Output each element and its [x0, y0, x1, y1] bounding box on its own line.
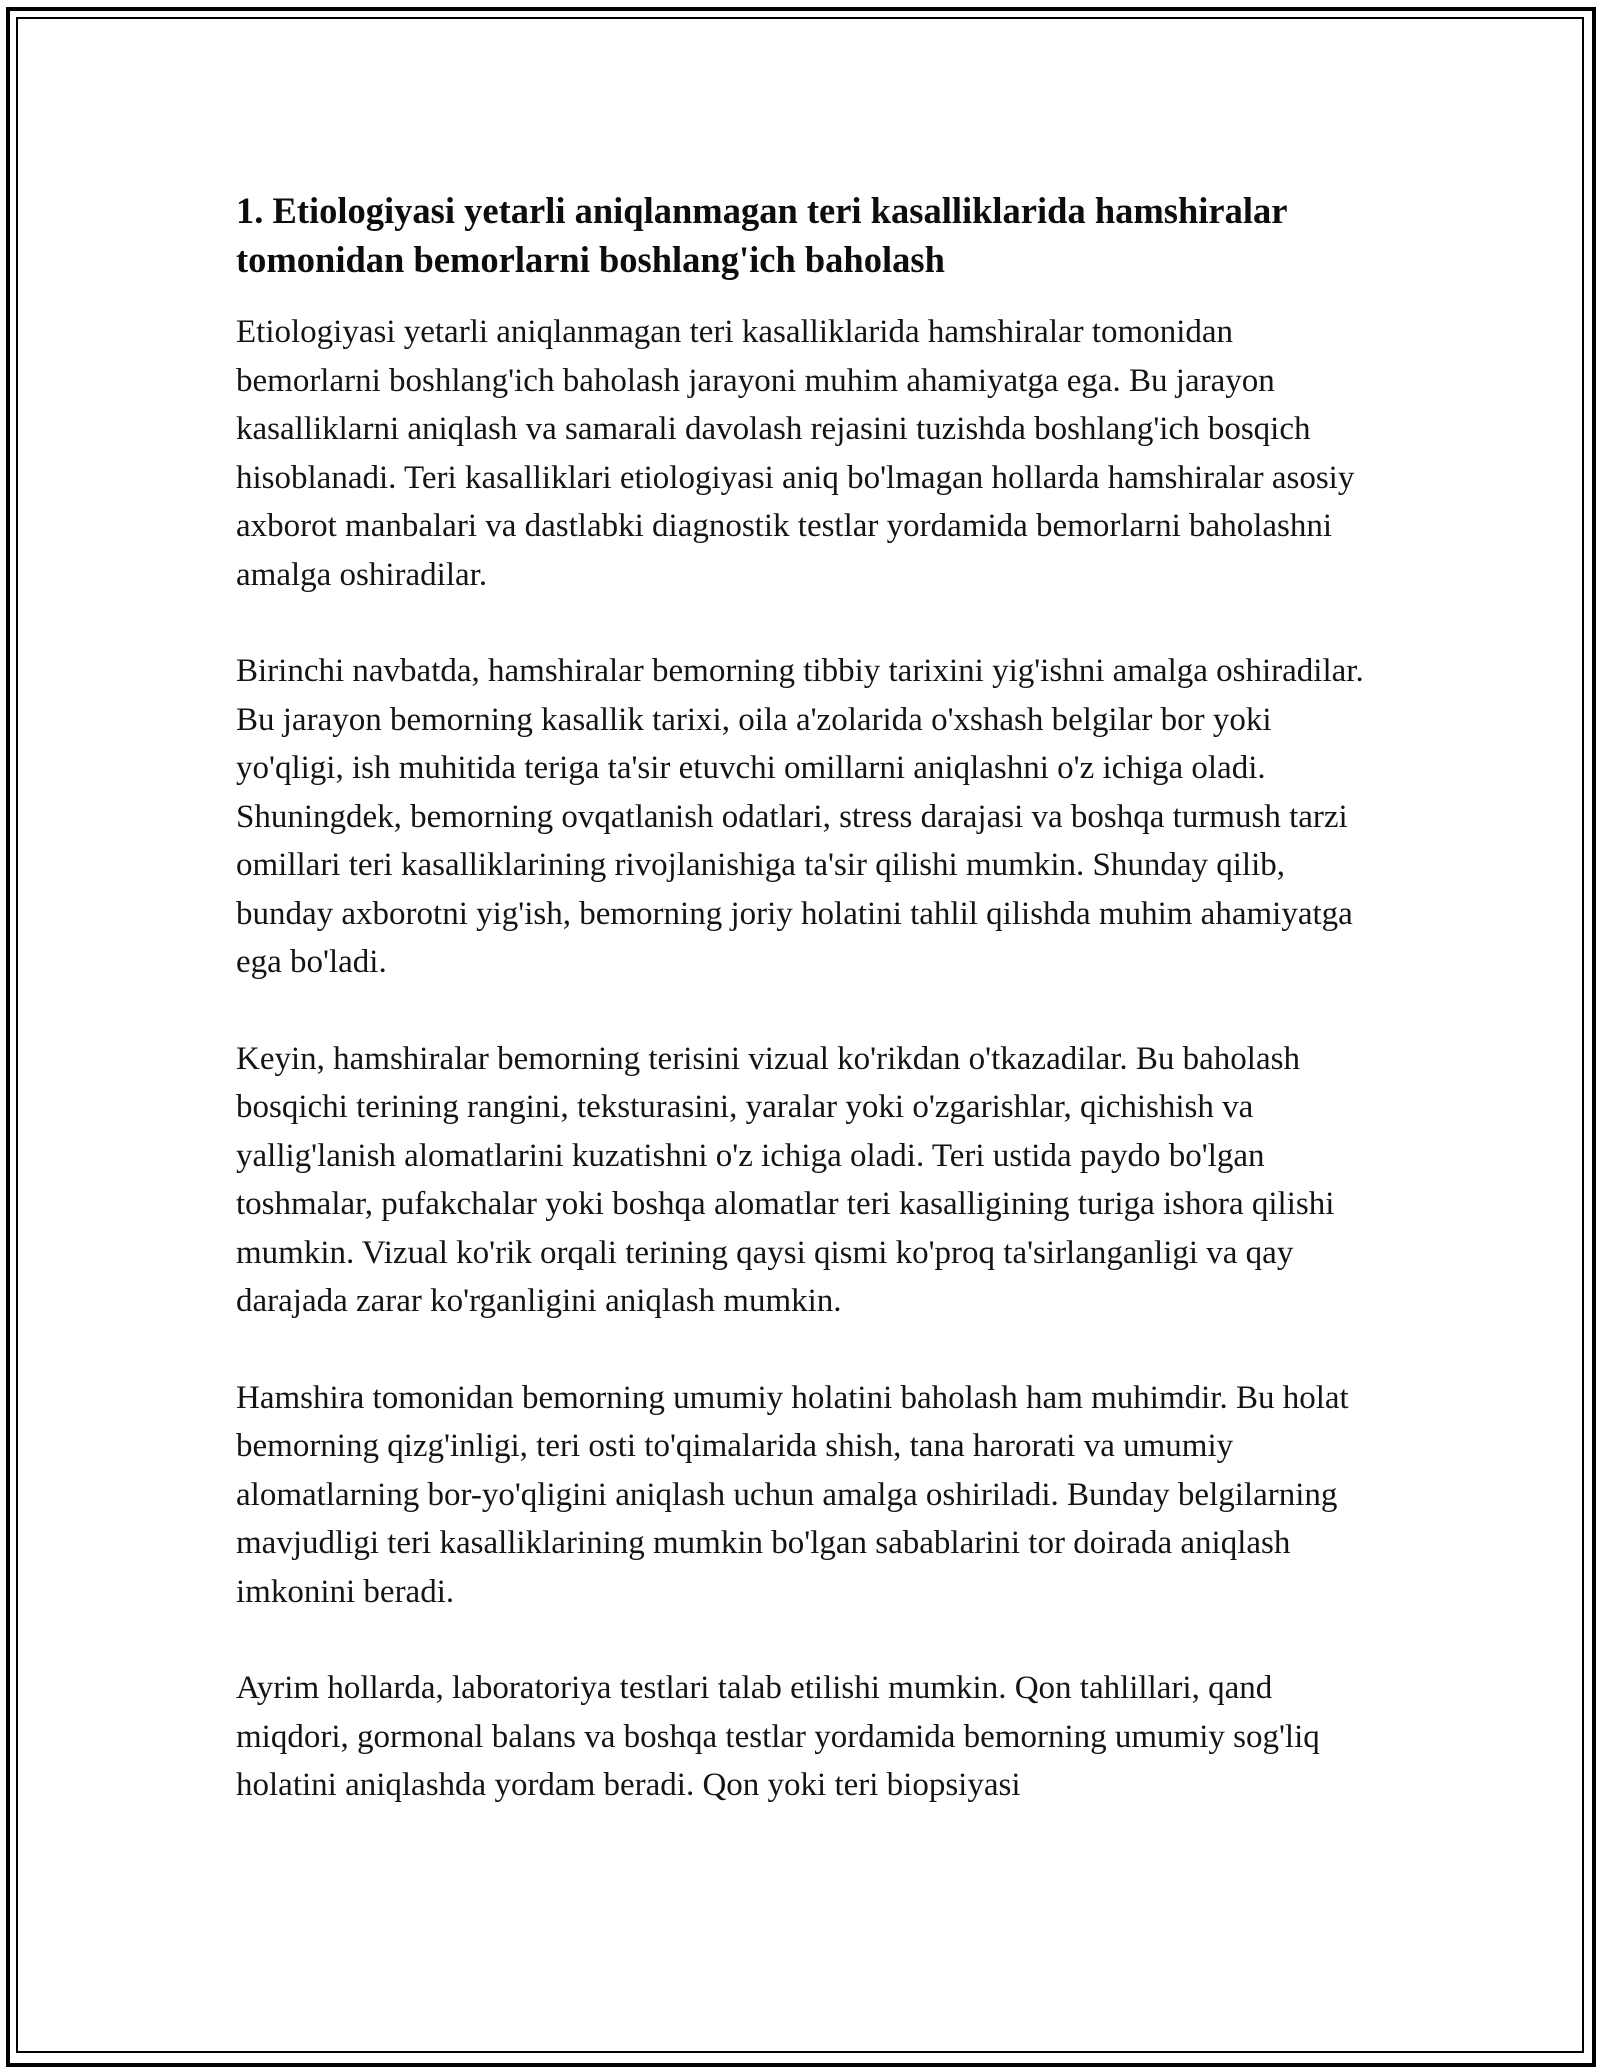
paragraph-2: Birinchi navbatda, hamshiralar bemorning tibbiy tarixini yig'ishni amalga oshiradilar. Bu jarayon bemorning kasallik tarixi, oila a'zolarida o'xshash belgilar bor yoki yo'qligi, ish muhitida teriga ta'sir etuvchi omillarni aniqlashni o'z ichiga oladi. Shuningdek, bemorning ovqatlanish odatlari, stress darajasi va boshqa turmush tarzi omillari teri kasalliklarining rivojlanishiga ta'sir qilishi mumkin. Shunday qilib, bunday axborotni yig'ish, bemorning joriy holatini tahlil qilishda muhim ahamiyatga ega bo'ladi.	[236, 653, 1364, 980]
paragraph-4: Hamshira tomonidan bemorning umumiy holatini baholash ham muhimdir. Bu holat bemorning qizg'inligi, teri osti to'qimalarida shish, tana harorati va umumiy alomatlarning bor-yo'qligini aniqlash uchun amalga oshiriladi. Bunday belgilarning mavjudligi teri kasalliklarining mumkin bo'lgan sabablarini tor doirada aniqlash imkonini beradi.	[236, 1379, 1349, 1610]
paragraph-5: Ayrim hollarda, laboratoriya testlari talab etilishi mumkin. Qon tahlillari, qand miqdori, gormonal balans va boshqa testlar yordamida bemorning umumiy sog'liq holatini aniqlashda yordam beradi. Qon yoki teri biopsiyasi	[236, 1670, 1320, 1803]
paragraph-1: Etiologiyasi yetarli aniqlanmagan teri kasalliklarida hamshiralar tomonidan bemorlarni boshlang'ich baholash jarayoni muhim ahamiyatga ega. Bu jarayon kasalliklarni aniqlash va samarali davolash rejasini tuzishda boshlang'ich bosqich hisoblanadi. Teri kasalliklari etiologiyasi aniq bo'lmagan hollarda hamshiralar asosiy axborot manbalari va dastlabki diagnostik testlar yordamida bemorlarni baholashni amalga oshiradilar.	[236, 314, 1355, 593]
document-body	[236, 186, 1386, 1858]
paragraph-3: Keyin, hamshiralar bemorning terisini vizual ko'rikdan o'tkazadilar. Bu baholash bosqichi terining rangini, teksturasini, yaralar yoki o'zgarishlar, qichishish va yallig'lanish alomatlarini kuzatishni o'z ichiga oladi. Teri ustida paydo bo'lgan toshmalar, pufakchalar yoki boshqa alomatlar teri kasalligining turiga ishora qilishi mumkin. Vizual ko'rik orqali terining qaysi qismi ko'proq ta'sirlanganligi va qay darajada zarar ko'rganligini aniqlash mumkin.	[236, 1040, 1335, 1319]
section-heading: 1. Etiologiyasi yetarli aniqlanmagan teri kasalliklarida hamshiralar tomonidan bemorlarni boshlang'ich baholash	[236, 190, 1287, 280]
